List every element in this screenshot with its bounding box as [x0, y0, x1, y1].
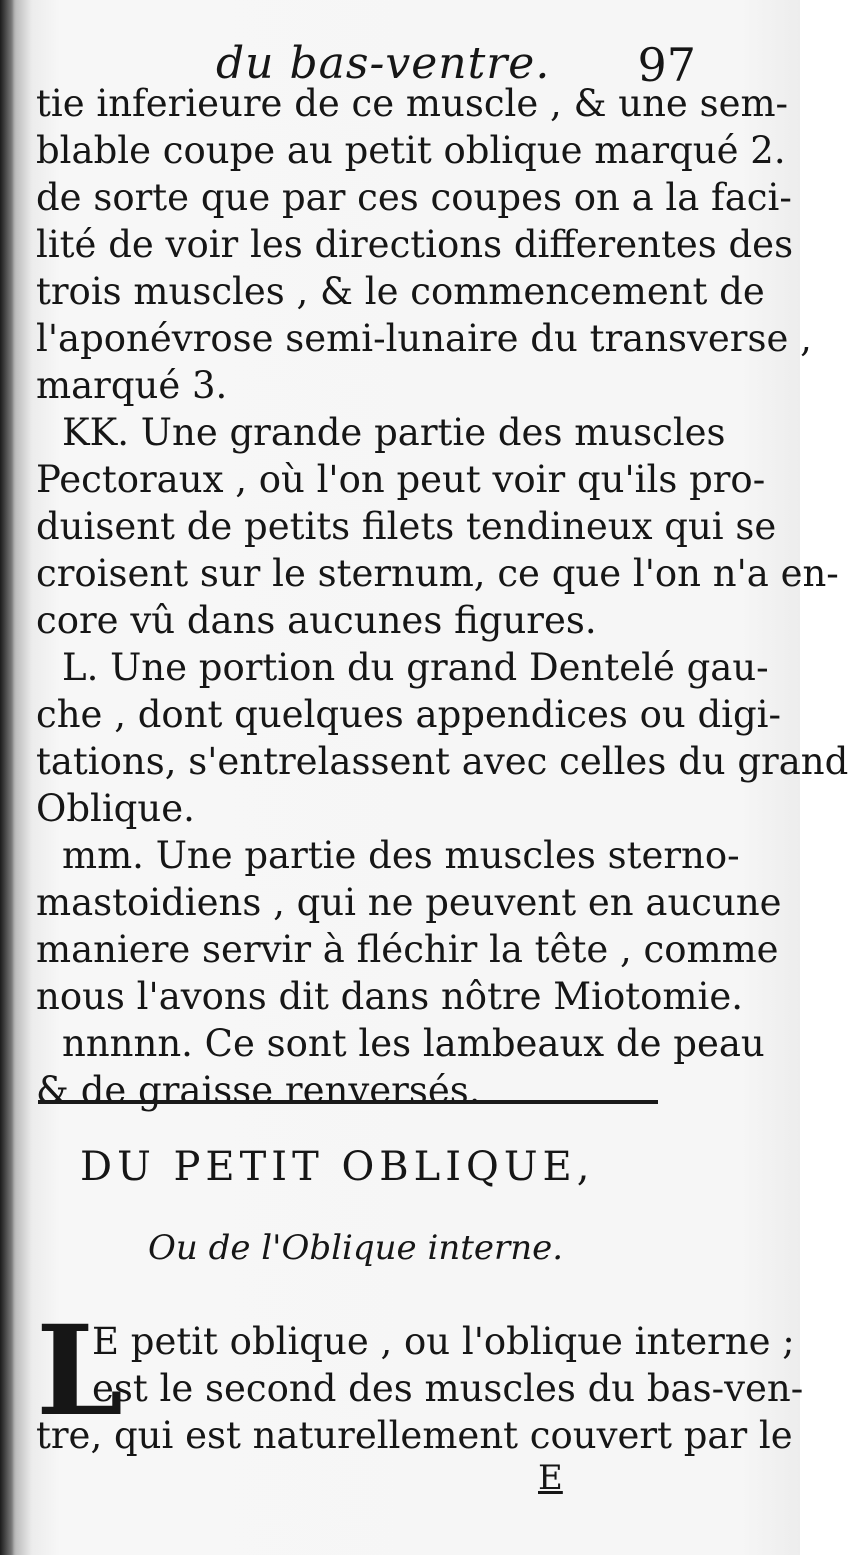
text-line: blable coupe au petit oblique marqué 2. [36, 129, 786, 172]
text-line: mm. Une partie des muscles sterno- [62, 834, 740, 877]
text-line: tre, qui est naturellement couvert par le [36, 1414, 793, 1457]
page-number: 97 [637, 38, 696, 92]
text-line: lité de voir les directions differentes des [36, 223, 794, 266]
running-title: du bas-ventre. [216, 38, 551, 89]
text-line: est le second des muscles du bas-ven- [92, 1367, 804, 1410]
text-line: L. Une portion du grand Dentelé gau- [62, 646, 769, 689]
text-line: E petit oblique , ou l'oblique interne ; [92, 1320, 795, 1363]
text-line: nnnnn. Ce sont les lambeaux de peau [62, 1022, 765, 1065]
text-line: mastoidiens , qui ne peuvent en aucune [36, 881, 782, 924]
text-line: maniere servir à fléchir la tête , comme [36, 928, 779, 971]
page-gutter-shadow [0, 0, 14, 1555]
text-line: & de graisse renversés. [36, 1069, 481, 1112]
opening-paragraph [36, 1299, 804, 1459]
section-divider [38, 1100, 658, 1104]
text-line: KK. Une grande partie des muscles [62, 411, 726, 454]
text-line: nous l'avons dit dans nôtre Miotomie. [36, 975, 744, 1018]
section-subtitle: Ou de l'Oblique interne. [148, 1228, 564, 1268]
text-line: trois muscles , & le commencement de [36, 270, 765, 313]
text-line: marqué 3. [36, 364, 228, 407]
text-line: duisent de petits filets tendineux qui se [36, 505, 777, 548]
text-line: tations, s'entrelassent avec celles du grand [36, 740, 848, 783]
text-line: Pectoraux , où l'on peut voir qu'ils pro- [36, 458, 766, 501]
text-line: core vû dans aucunes figures. [36, 599, 597, 642]
text-line: tie inferieure de ce muscle , & une sem- [36, 82, 789, 125]
text-line: croisent sur le sternum, ce que l'on n'a en- [36, 552, 839, 595]
text-line: che , dont quelques appendices ou digi- [36, 693, 782, 736]
signature-mark: E [538, 1458, 563, 1498]
text-line: de sorte que par ces coupes on a la faci- [36, 176, 792, 219]
body-text [36, 80, 848, 1114]
section-title: DU PETIT OBLIQUE, [80, 1144, 595, 1190]
text-line: Oblique. [36, 787, 195, 830]
text-line: l'aponévrose semi-lunaire du transverse , [36, 317, 812, 360]
drop-cap: L [36, 1299, 124, 1444]
